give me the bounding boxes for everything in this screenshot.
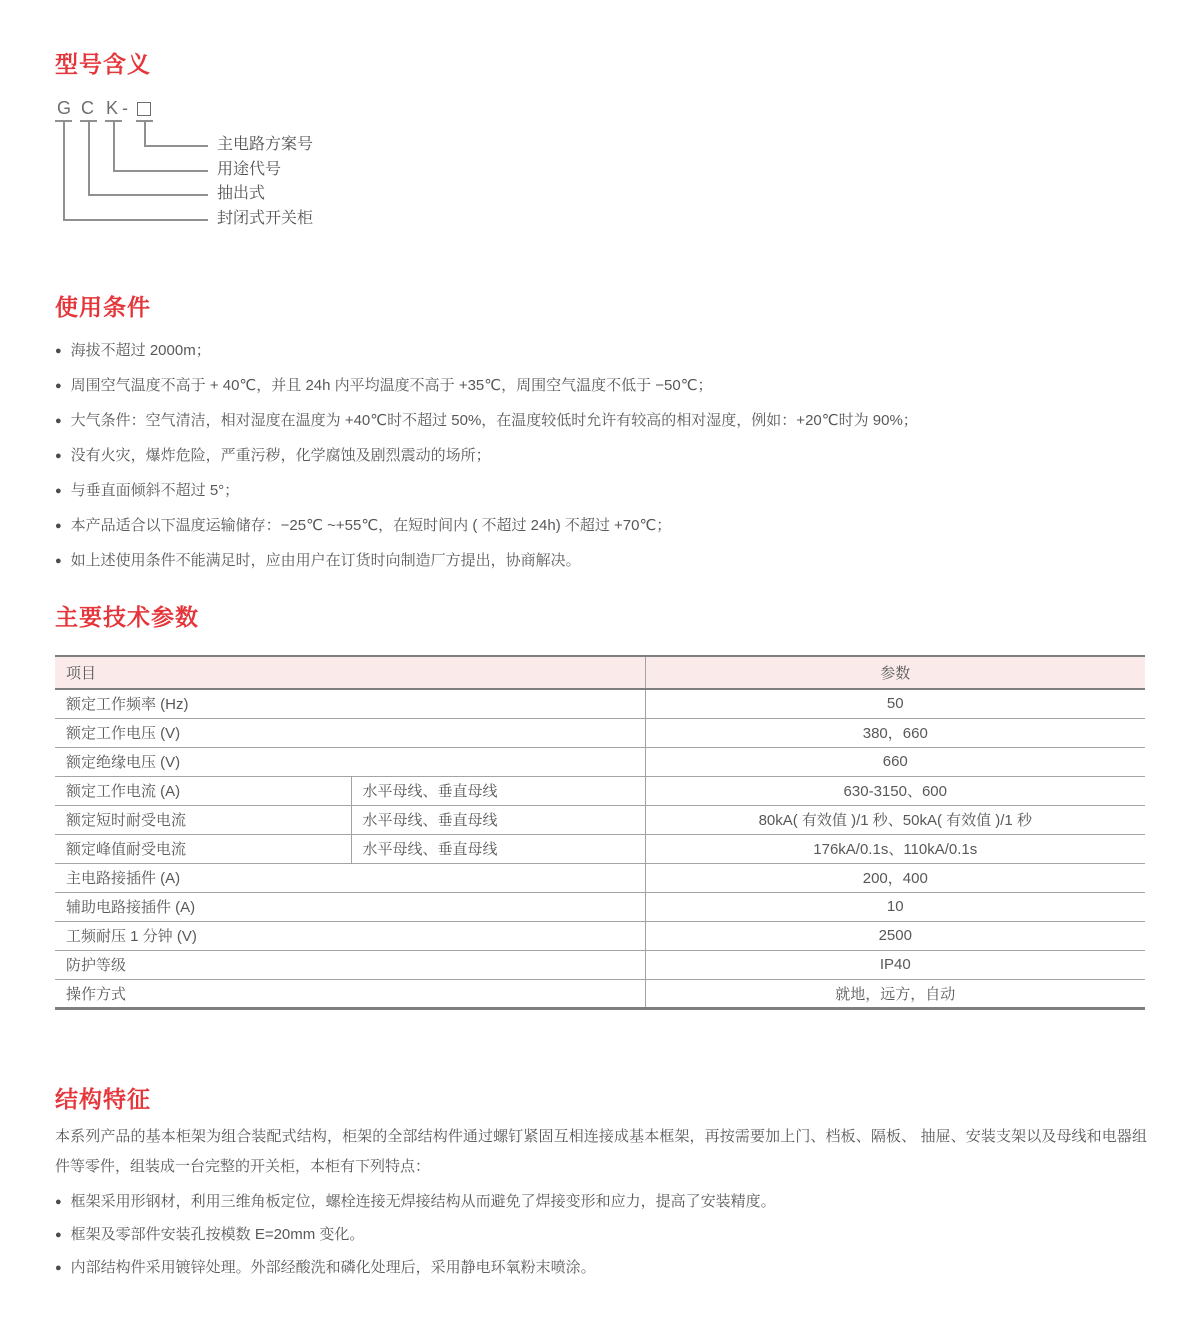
- param-value: IP40: [645, 950, 1145, 979]
- technical-parameters-table: [55, 655, 1145, 1010]
- param-item: 额定短时耐受电流: [55, 805, 351, 834]
- table-row: [55, 718, 1145, 747]
- section-title-usage-conditions: 使用条件: [55, 294, 151, 320]
- table-row: [55, 834, 1145, 863]
- param-value: 200，400: [645, 863, 1145, 892]
- placeholder-box: [137, 102, 151, 116]
- bullet-icon: ●: [55, 1196, 62, 1208]
- structural-features-intro: 本系列产品的基本柜架为组合装配式结构，柜架的全部结构件通过螺钉紧固互相连接成基本框架，再按需要加上门、档板、隔板、 抽屉、安装支架以及母线和电器组件等零件，组装成一台完整的开关柜，本柜有下列特点：: [55, 1128, 1147, 1175]
- bullet-icon: ●: [55, 1229, 62, 1241]
- table-row: [55, 747, 1145, 776]
- code-label-main-circuit: 主电路方案号: [217, 136, 314, 153]
- table-row: [55, 979, 1145, 1008]
- leader-h-g: [63, 219, 208, 221]
- param-value: 就地，远方，自动: [835, 985, 956, 1003]
- param-item: 工频耐压 1 分钟 (V): [55, 921, 645, 950]
- param-item: 额定绝缘电压 (V): [55, 747, 645, 776]
- param-value: 10: [645, 892, 1145, 921]
- model-code-diagram: [55, 96, 475, 241]
- condition-text: 海拔不超过 2000m；: [70, 342, 211, 359]
- list-item: [55, 1219, 776, 1252]
- feature-text: 框架采用形钢材，利用三维角板定位，螺栓连接无焊接结构从而避免了焊接变形和应力，提高了安装精度。: [70, 1193, 776, 1210]
- leader-v-c: [88, 121, 90, 194]
- param-item: 操作方式: [55, 979, 645, 1008]
- condition-text: 如上述使用条件不能满足时，应由用户在订货时向制造厂方提出，协商解决。: [70, 552, 581, 569]
- bullet-icon: ●: [55, 555, 62, 567]
- condition-text: 没有火灾，爆炸危险，严重污秽，化学腐蚀及剧烈震动的场所；: [70, 447, 491, 464]
- table-header-row: [55, 656, 1145, 689]
- list-item: [55, 369, 918, 404]
- list-item: [55, 1186, 776, 1219]
- bullet-icon: ●: [55, 450, 62, 462]
- table-row: [55, 805, 1145, 834]
- param-item: 额定工作频率 (Hz): [55, 689, 645, 718]
- bullet-icon: ●: [55, 415, 62, 427]
- param-item: 额定工作电流 (A): [55, 776, 351, 805]
- code-letter-k: K: [106, 98, 119, 118]
- list-item: [55, 474, 918, 509]
- code-letter-g: G: [57, 98, 72, 118]
- param-value: 80kA( 有效值 )/1 秒、50kA( 有效值 )/1 秒: [645, 805, 1145, 834]
- bullet-icon: ●: [55, 1262, 62, 1274]
- feature-text: 框架及零部件安装孔按模数 E=20mm 变化。: [70, 1226, 365, 1243]
- bullet-icon: ●: [55, 485, 62, 497]
- column-header-param: 参数: [645, 656, 1145, 689]
- bullet-icon: ●: [55, 345, 62, 357]
- param-item: 辅助电路接插件 (A): [55, 892, 645, 921]
- table-row: [55, 921, 1145, 950]
- column-header-item: 项目: [55, 656, 645, 689]
- param-subitem: 水平母线、垂直母线: [351, 805, 645, 834]
- param-value: 630-3150、600: [645, 776, 1145, 805]
- section-title-technical-parameters: 主要技术参数: [55, 604, 199, 630]
- list-item: [55, 439, 918, 474]
- table-row: [55, 776, 1145, 805]
- leader-v-k: [113, 121, 115, 170]
- param-item: 防护等级: [55, 950, 645, 979]
- list-item: [55, 404, 918, 439]
- table-row: [55, 863, 1145, 892]
- param-value: 660: [645, 747, 1145, 776]
- code-label-purpose: 用途代号: [217, 161, 282, 178]
- leader-h-c: [88, 194, 208, 196]
- list-item: [55, 334, 918, 369]
- leader-h-k: [113, 170, 208, 172]
- param-subitem: 水平母线、垂直母线: [351, 776, 645, 805]
- leader-v-g: [63, 121, 65, 219]
- bullet-icon: ●: [55, 520, 62, 532]
- code-label-drawout: 抽出式: [217, 185, 266, 202]
- table-row: [55, 950, 1145, 979]
- leader-v-box: [144, 121, 146, 145]
- table-row: [55, 689, 1145, 718]
- section-title-structural-features: 结构特征: [55, 1086, 151, 1112]
- param-item: 额定峰值耐受电流: [55, 834, 351, 863]
- param-item: 额定工作电压 (V): [55, 718, 645, 747]
- list-item: [55, 509, 918, 544]
- table-row: [55, 892, 1145, 921]
- condition-text: 与垂直面倾斜不超过 5°；: [70, 482, 240, 499]
- structural-features-list: [55, 1186, 776, 1285]
- list-item: [55, 1252, 776, 1285]
- condition-text: 周围空气温度不高于 + 40℃，并且 24h 内平均温度不高于 +35℃，周围空气温度不低于 −50℃；: [70, 377, 713, 394]
- condition-text: 本产品适合以下温度运输储存：−25℃ ~+55℃，在短时间内 ( 不超过 24h) 不超过 +70℃；: [70, 517, 672, 534]
- param-value: 176kA/0.1s、110kA/0.1s: [645, 834, 1145, 863]
- code-dash: -: [122, 98, 128, 118]
- param-value: 380，660: [645, 718, 1145, 747]
- code-label-enclosed: 封闭式开关柜: [217, 210, 314, 227]
- list-item: [55, 544, 918, 579]
- param-item: 主电路接插件 (A): [55, 863, 645, 892]
- usage-conditions-list: [55, 334, 918, 579]
- condition-text: 大气条件：空气清洁，相对湿度在温度为 +40℃时不超过 50%，在温度较低时允许有较高的相对湿度，例如：+20℃时为 90%；: [70, 412, 918, 429]
- section-title-model-meaning: 型号含义: [55, 51, 151, 77]
- param-subitem: 水平母线、垂直母线: [351, 834, 645, 863]
- code-letter-c: C: [81, 98, 94, 118]
- bullet-icon: ●: [55, 380, 62, 392]
- feature-text: 内部结构件采用镀锌处理。外部经酸洗和磷化处理后，采用静电环氧粉末喷涂。: [70, 1259, 596, 1276]
- param-value: 50: [645, 689, 1145, 718]
- param-value: 2500: [645, 921, 1145, 950]
- leader-h-box: [144, 145, 208, 147]
